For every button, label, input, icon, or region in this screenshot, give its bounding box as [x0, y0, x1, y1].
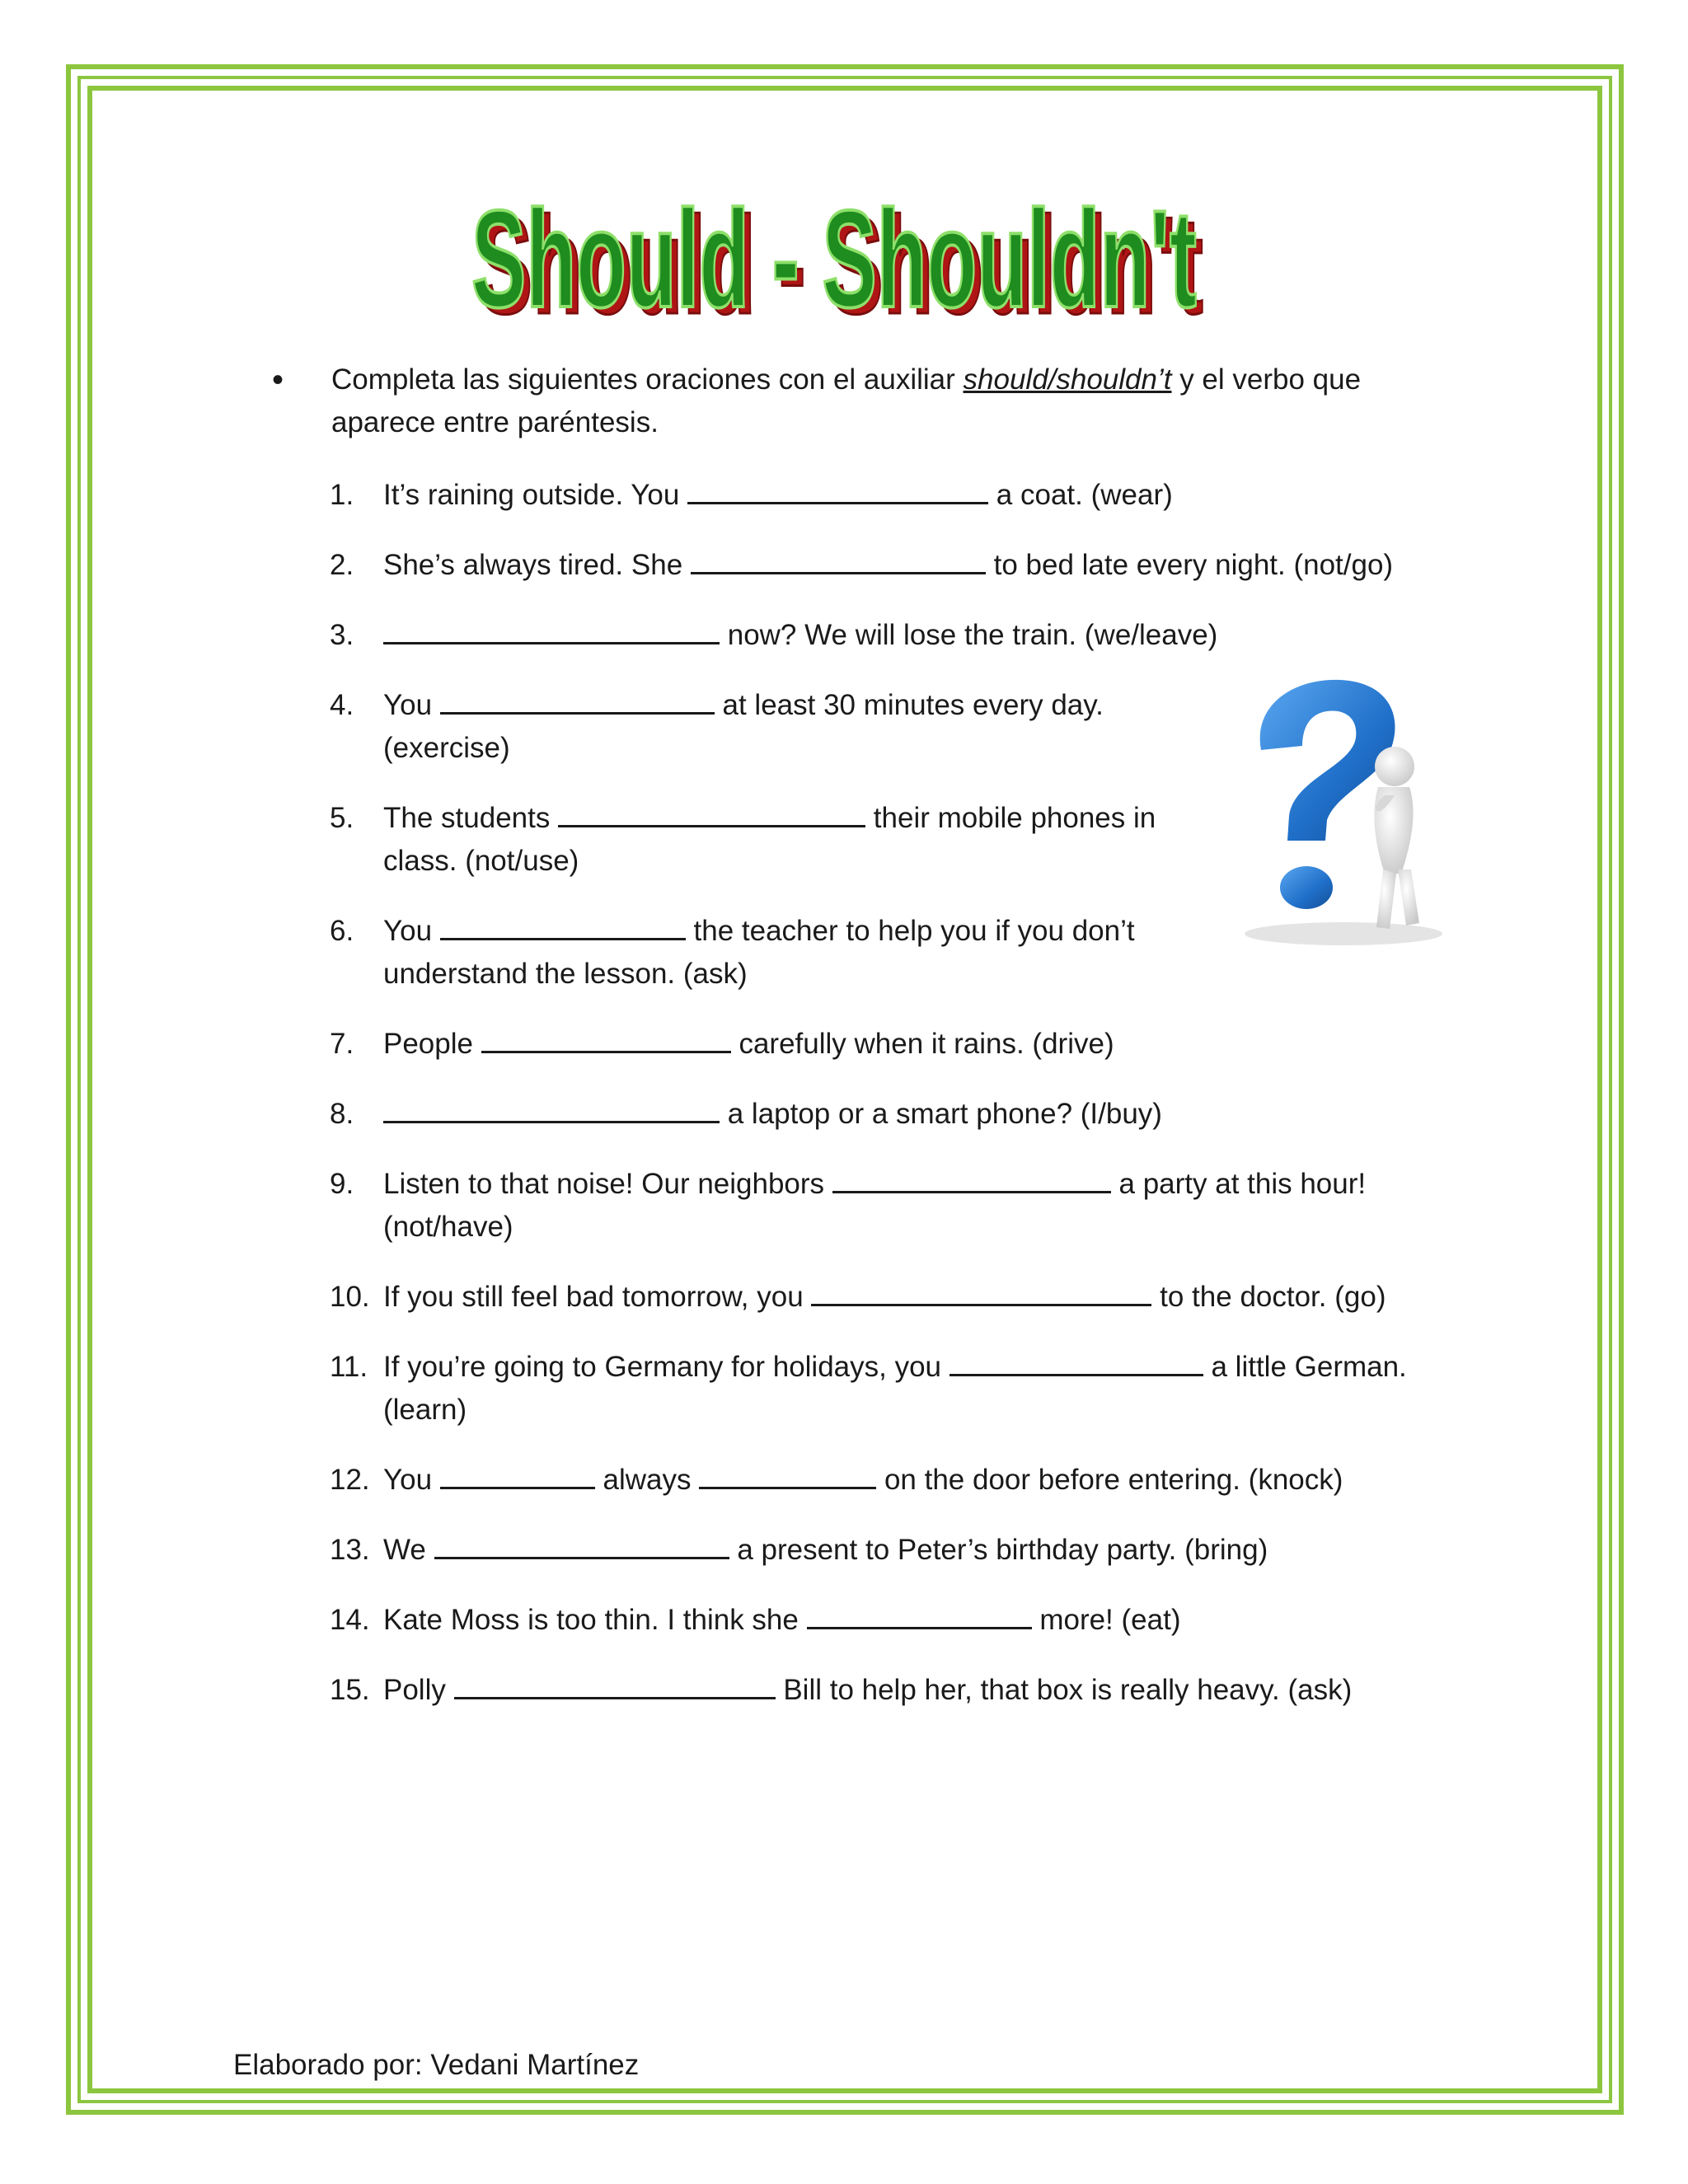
- answer-blank[interactable]: [687, 477, 988, 504]
- exercise-item: 2. She’s always tired. She to bed late every night. (not/go): [330, 549, 1394, 581]
- answer-blank[interactable]: [811, 1279, 1151, 1306]
- exercise-item: 3. now? We will lose the train. (we/leave): [330, 619, 1218, 651]
- exercise-item: 6. You the teacher to help you if you don’t understand the lesson. (ask): [330, 915, 1135, 990]
- question-mark-figure-icon: [1220, 672, 1452, 952]
- exercise-item: 13. We a present to Peter’s birthday party. (bring): [330, 1534, 1268, 1566]
- exercise-item: 15. Polly Bill to help her, that box is really heavy. (ask): [330, 1674, 1353, 1706]
- bullet-icon: •: [272, 362, 284, 398]
- answer-blank[interactable]: [481, 1026, 731, 1053]
- answer-blank[interactable]: [440, 913, 686, 940]
- instruction-emphasis: should/shouldn’t: [963, 363, 1172, 396]
- answer-blank[interactable]: [699, 1462, 876, 1489]
- exercise-item: 10. If you still feel bad tomorrow, you to the doctor. (go): [330, 1281, 1386, 1313]
- title-text: Should - Shouldn't: [471, 181, 1197, 334]
- instruction-text: Completa las siguientes oraciones con el auxiliar should/shouldn’t y el verbo que aparece entre paréntesis.: [331, 363, 1362, 438]
- page-title: [470, 177, 1212, 334]
- answer-blank[interactable]: [807, 1602, 1032, 1629]
- exercise-item: 4. You at least 30 minutes every day. (exercise): [330, 689, 1104, 764]
- exercise-item: 11. If you’re going to Germany for holidays, you a little German. (learn): [330, 1351, 1407, 1426]
- answer-blank[interactable]: [950, 1349, 1203, 1376]
- exercise-item: 5. The students their mobile phones in class. (not/use): [330, 802, 1156, 877]
- answer-blank[interactable]: [383, 617, 720, 644]
- exercise-item: 9. Listen to that noise! Our neighbors a party at this hour! (not/have): [330, 1168, 1367, 1243]
- answer-blank[interactable]: [440, 687, 715, 715]
- title-shadow: Should - Shouldn't: [478, 188, 1203, 334]
- answer-blank[interactable]: [454, 1672, 776, 1699]
- exercise-item: 12. You always on the door before entering. (knock): [330, 1464, 1343, 1496]
- answer-blank[interactable]: [440, 1462, 595, 1489]
- answer-blank[interactable]: [558, 800, 865, 827]
- exercise-list: [330, 474, 1434, 1739]
- answer-blank[interactable]: [832, 1166, 1111, 1193]
- answer-blank[interactable]: [383, 1096, 720, 1123]
- answer-blank[interactable]: [434, 1532, 729, 1559]
- instruction: [272, 359, 1451, 444]
- exercise-item: 1. It’s raining outside. You a coat. (wear): [330, 479, 1173, 511]
- answer-blank[interactable]: [691, 547, 986, 574]
- exercise-item: 8. a laptop or a smart phone? (I/buy): [330, 1098, 1162, 1130]
- exercise-item: 14. Kate Moss is too thin. I think she more! (eat): [330, 1604, 1181, 1636]
- author-credit: Elaborado por: Vedani Martínez: [233, 2049, 640, 2081]
- exercise-item: 7. People carefully when it rains. (drive): [330, 1028, 1114, 1060]
